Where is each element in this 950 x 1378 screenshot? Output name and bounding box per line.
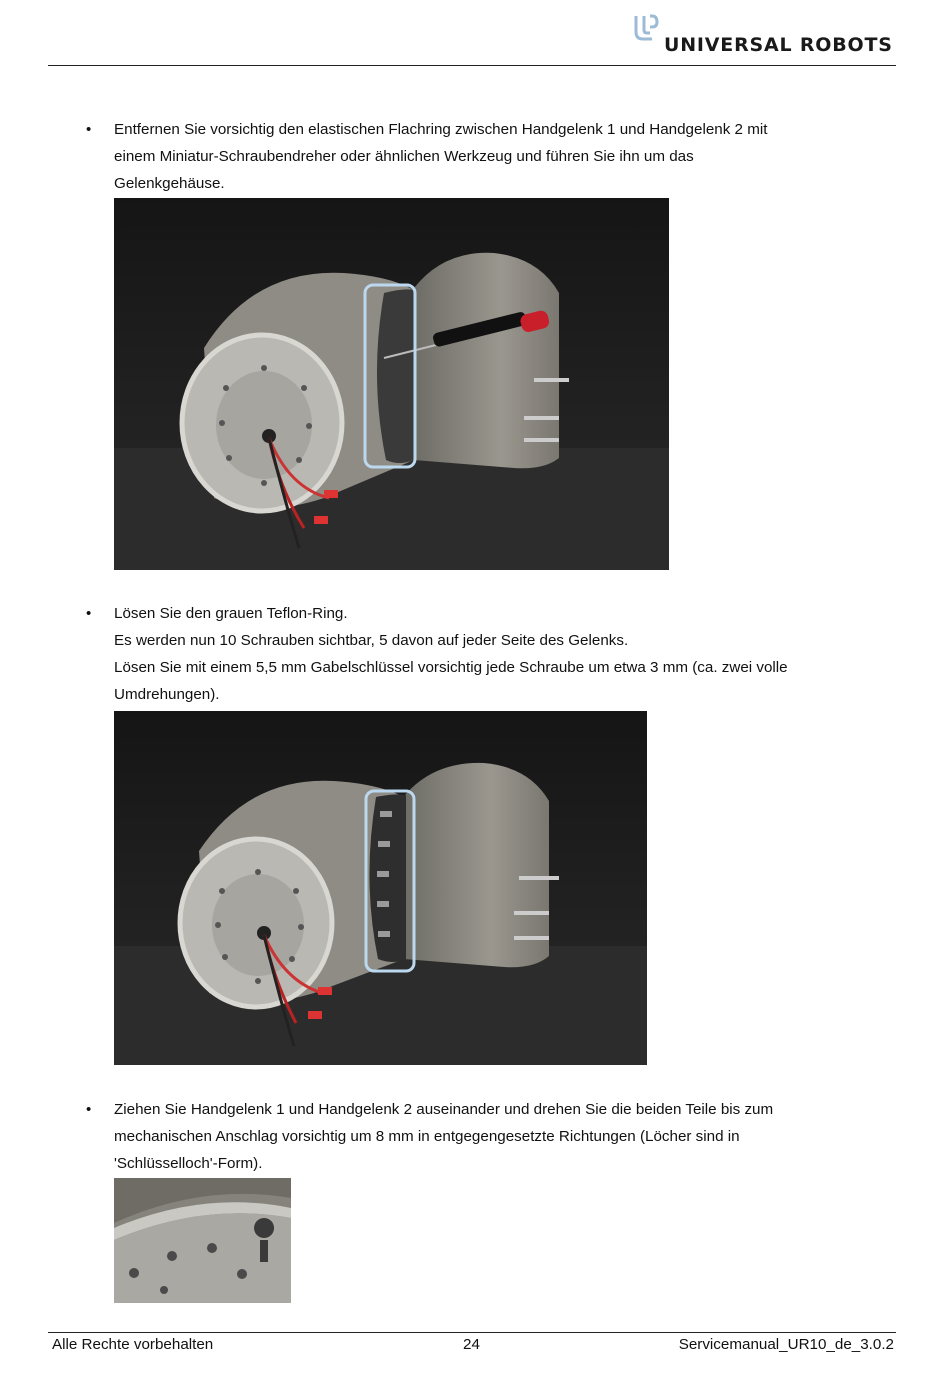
step-3-line-1: Ziehen Sie Handgelenk 1 und Handgelenk 2 auseinander und drehen Sie die beiden Teile bis zum [114,1101,774,1118]
step-2-line-4: Umdrehungen). [114,686,220,703]
universal-robots-logo [632,12,892,60]
step-1-line-1: Entfernen Sie vorsichtig den elastischen Flachring zwischen Handgelenk 1 und Handgelenk 2 mit [114,121,768,138]
step-2-text [114,600,904,708]
header-divider [48,65,896,66]
footer-doc-id: Servicemanual_UR10_de_3.0.2 [678,1336,894,1353]
step-2-line-2: Es werden nun 10 Schrauben sichtbar, 5 davon auf jeder Seite des Gelenks. [114,632,629,649]
footer-page-number: 24 [463,1336,480,1353]
step-1-text [114,116,904,197]
bullet-marker: • [86,121,92,138]
photo-loosen-screws [114,711,647,1065]
brand-name: UNIVERSAL ROBOTS [664,34,893,56]
photo-keyhole-detail [114,1178,291,1303]
bullet-marker: • [86,605,92,622]
footer-rights: Alle Rechte vorbehalten [52,1336,214,1353]
step-3-line-2: mechanischen Anschlag vorsichtig um 8 mm in entgegengesetzte Richtungen (Löcher sind in [114,1128,740,1145]
step-1-line-2: einem Miniatur-Schraubendreher oder ähnlichen Werkzeug und führen Sie ihn um das [114,148,694,165]
bullet-marker: • [86,1101,92,1118]
step-2-line-1: Lösen Sie den grauen Teflon-Ring. [114,605,348,622]
step-3-line-3: 'Schlüsselloch'-Form). [114,1155,263,1172]
step-2-line-3: Lösen Sie mit einem 5,5 mm Gabelschlüssel vorsichtig jede Schraube um etwa 3 mm (ca. zwei volle [114,659,788,676]
photo-remove-flat-ring [114,198,669,570]
step-1-line-3: Gelenkgehäuse. [114,175,225,192]
step-3-text [114,1096,904,1177]
